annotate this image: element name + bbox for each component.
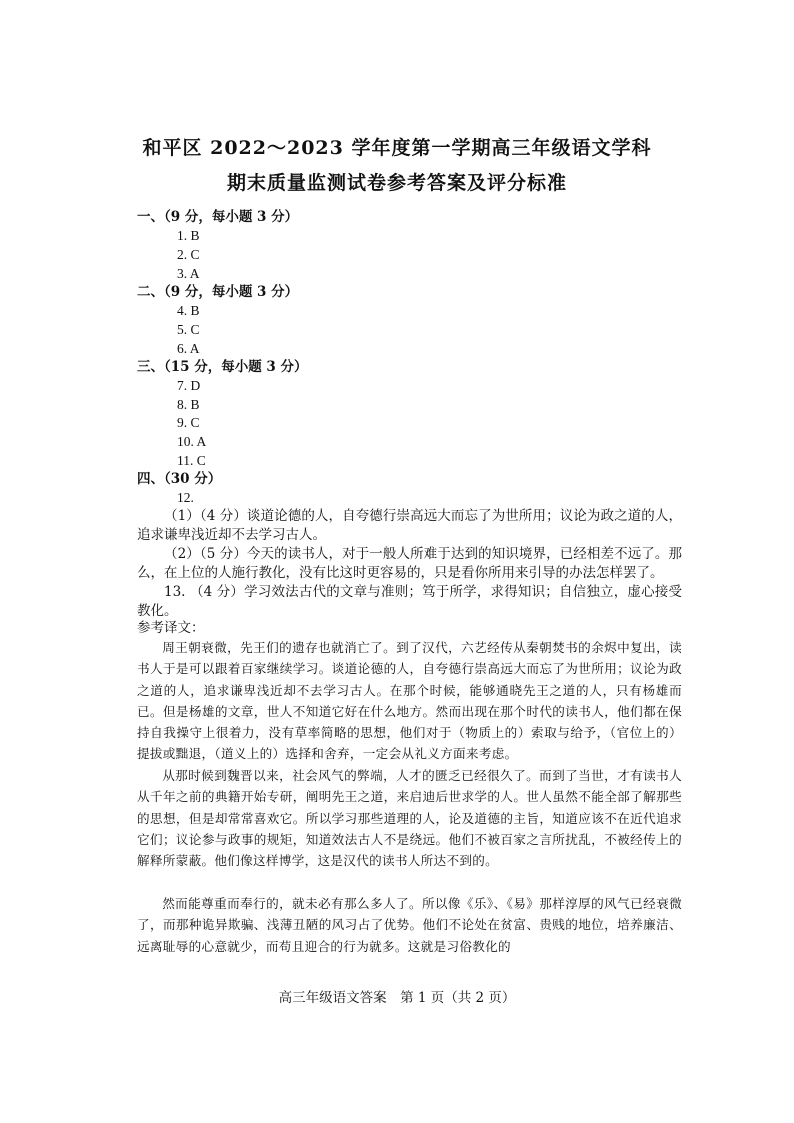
question-12-part-2: （2）（5 分）今天的读书人，对于一般人所难于达到的知识境界，已经相差不远了。那么，在上位的人施行教化，没有比这时更容易的，只是看你所用来引导的办法怎样罢了。 bbox=[137, 546, 682, 581]
section-heading-2: 二、（9 分，每小题 3 分） bbox=[137, 284, 299, 300]
translation-paragraph-1: 周王朝衰微，先王们的遗存也就消亡了。到了汉代，六艺经传从秦朝焚书的余烬中复出，读书人于是可以跟着百家继续学习。谈道论德的人，自夸德行崇高远大而忘了为世所用；议论为政之道的人，追求谦卑浅近却不去学习古人。在那个时候，能够通晓先王之道的人，只有杨雄而已。但是杨雄的文章，世人不知道它好在什么地方。然而出现在那个时代的读书人，他们都在保持自我操守上很着力，没有草率简略的思想，他们对于（物质上的）索取与给予，（官位上的）提拔或黜退，（道义上的）选择和舍弃，一定会从礼义方面来考虑。 bbox=[137, 640, 682, 762]
question-12-label: 12. bbox=[177, 490, 194, 505]
answer-item: 10. A bbox=[177, 434, 207, 449]
section-heading-3: 三、（15 分，每小题 3 分） bbox=[137, 359, 308, 375]
answer-item: 7. D bbox=[177, 378, 201, 393]
answer-item: 9. C bbox=[177, 415, 200, 430]
section-heading-1: 一、（9 分，每小题 3 分） bbox=[137, 209, 299, 225]
answer-item: 4. B bbox=[177, 303, 200, 318]
section-heading-4: 四、（30 分） bbox=[137, 471, 222, 487]
answer-item: 8. B bbox=[177, 397, 200, 412]
page-title-line-1: 和平区 2022～2023 学年度第一学期高三年级语文学科 bbox=[142, 137, 652, 159]
page-footer: 高三年级语文答案 第 1 页（共 2 页） bbox=[278, 990, 516, 1006]
answer-item: 1. B bbox=[177, 228, 200, 243]
answer-item: 11. C bbox=[177, 453, 206, 468]
translation-label: 参考译文： bbox=[137, 620, 205, 636]
translation-paragraph-2: 从那时候到魏晋以来，社会风气的弊端，人才的匮乏已经很久了。而到了当世，才有读书人从千年之前的典籍开始专研，阐明先王之道，来启迪后世求学的人。世人虽然不能全部了解那些的思想，但是却常常喜欢它。所以学习那些道理的人，论及道德的主旨，知道应该不在近代追求它们；议论参与政事的规矩，知道效法古人不是绕远。他们不被百家之言所扰乱，不被经传上的解释所蒙蔽。他们像这样博学，这是汉代的读书人所达不到的。 bbox=[137, 768, 682, 869]
question-12-part-1: （1）（4 分）谈道论德的人，自夸德行崇高远大而忘了为世所用；议论为政之道的人，追求谦卑浅近却不去学习古人。 bbox=[137, 508, 682, 543]
page-title-line-2: 期末质量监测试卷参考答案及评分标准 bbox=[226, 172, 567, 194]
answer-item: 2. C bbox=[177, 247, 200, 262]
question-13-answer: 13. （4 分）学习效法古代的文章与准则；笃于所学，求得知识；自信独立，虚心接受教化。 bbox=[137, 584, 682, 619]
answer-item: 3. A bbox=[177, 266, 200, 281]
answer-item: 6. A bbox=[177, 341, 200, 356]
answer-item: 5. C bbox=[177, 322, 200, 337]
translation-paragraph-3: 然而能尊重而奉行的，就未必有那么多人了。所以像《乐》、《易》那样淳厚的风气已经衰微了，而那种诡异欺骗、浅薄丑陋的风习占了优势。他们不论处在贫富、贵贱的地位，培养廉洁、远离耻辱的心意就少，而苟且迎合的行为就多。这就是习俗教化的 bbox=[137, 896, 682, 954]
